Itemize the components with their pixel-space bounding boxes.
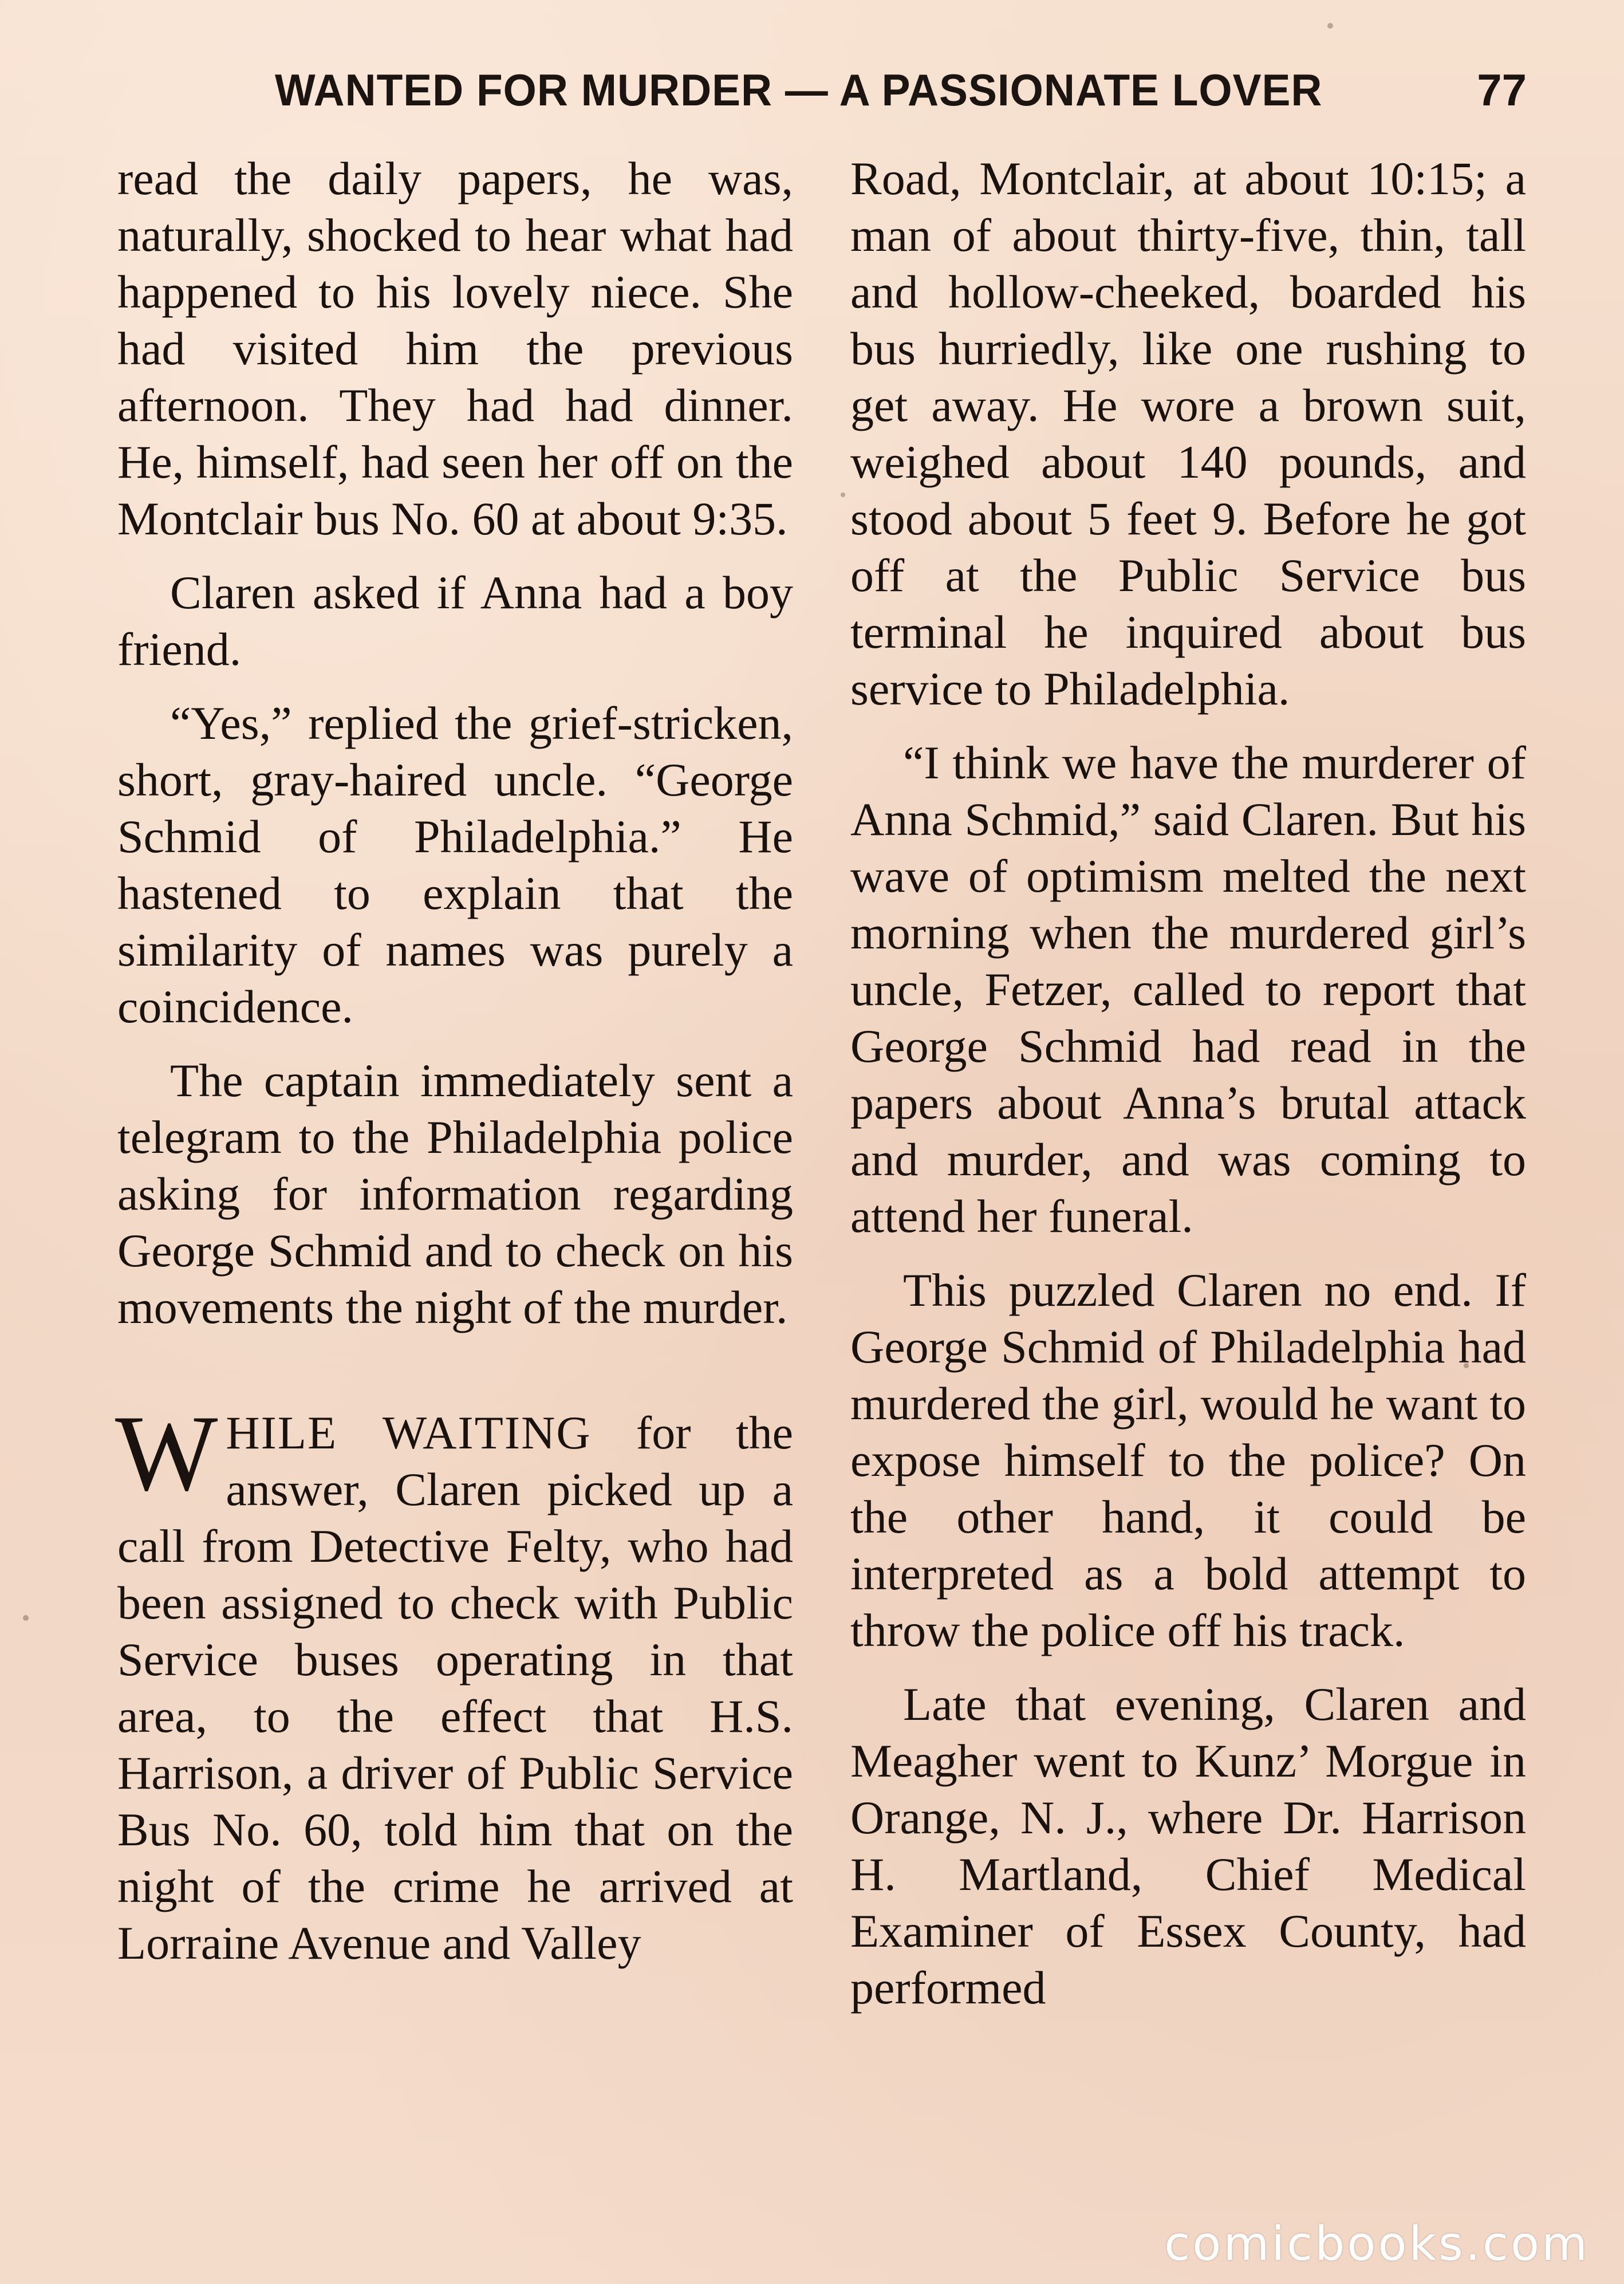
- paragraph: Claren asked if Anna had a boy friend.: [117, 566, 793, 675]
- page-number: 77: [1477, 65, 1527, 115]
- paper-speck: [23, 1615, 29, 1621]
- paragraph-text: for the answer, Claren picked up a call from Detective Felty, who had been assigned to check with Public Service buses operating in that area, to the effect that H.S. Harrison, a driver of Public Service Bus No. 60, told him that on the night of the crime he arrived at Lorraine Avenue and Valley: [117, 1407, 793, 1969]
- lead-in-text: HILE WAITING: [226, 1407, 592, 1459]
- right-column: [850, 150, 1526, 2033]
- paragraph: “Yes,” replied the grief-stricken, short, gray-haired uncle. “George Schmid of Philadelphia.” He hastened to explain that the similarity of names was purely a coincidence.: [117, 697, 793, 1033]
- paragraph: Late that evening, Claren and Meagher went to Kunz’ Morgue in Orange, N. J., where Dr. Harrison H. Martland, Chief Medical Examiner of Essex County, had performed: [850, 1678, 1526, 2014]
- drop-cap: W: [115, 1393, 218, 1514]
- left-column: [117, 150, 793, 1988]
- paper-speck: [841, 493, 845, 497]
- section-break: [117, 1353, 793, 1404]
- paragraph: “I think we have the murderer of Anna Schmid,” said Claren. But his wave of optimism melted the next morning when the murdered girl’s uncle, Fetzer, called to report that George Schmid had read in the papers about Anna’s brutal attack and murder, and was coming to attend her funeral.: [850, 737, 1526, 1242]
- watermark: comicbooks.com: [1164, 2217, 1590, 2271]
- section-opening-paragraph: [115, 1393, 793, 1971]
- paragraph: Road, Montclair, at about 10:15; a man of about thirty-five, thin, tall and hollow-cheeked, boarded his bus hurriedly, like one rushing to get away. He wore a brown suit, weighed about 140 pounds, and stood about 5 feet 9. Before he got off at the Public Service bus terminal he inquired about bus service to Philadelphia.: [850, 152, 1526, 715]
- running-head: WANTED FOR MURDER — A PASSIONATE LOVER: [275, 65, 1323, 115]
- paragraph: read the daily papers, he was, naturally, shocked to hear what had happened to his lovely niece. She had visited him the previous afternoon. They had had dinner. He, himself, had seen her off on the Montclair bus No. 60 at about 9:35.: [117, 152, 793, 545]
- paragraph: This puzzled Claren no end. If George Schmid of Philadelphia had murdered the girl, would he want to expose himself to the police? On the other hand, it could be interpreted as a bold attempt to throw the police off his track.: [850, 1264, 1526, 1656]
- paragraph: The captain immediately sent a telegram to the Philadelphia police asking for information regarding George Schmid and to check on his movements the night of the murder.: [117, 1054, 793, 1333]
- paper-speck: [1327, 23, 1333, 29]
- paper-speck: [1464, 1363, 1469, 1368]
